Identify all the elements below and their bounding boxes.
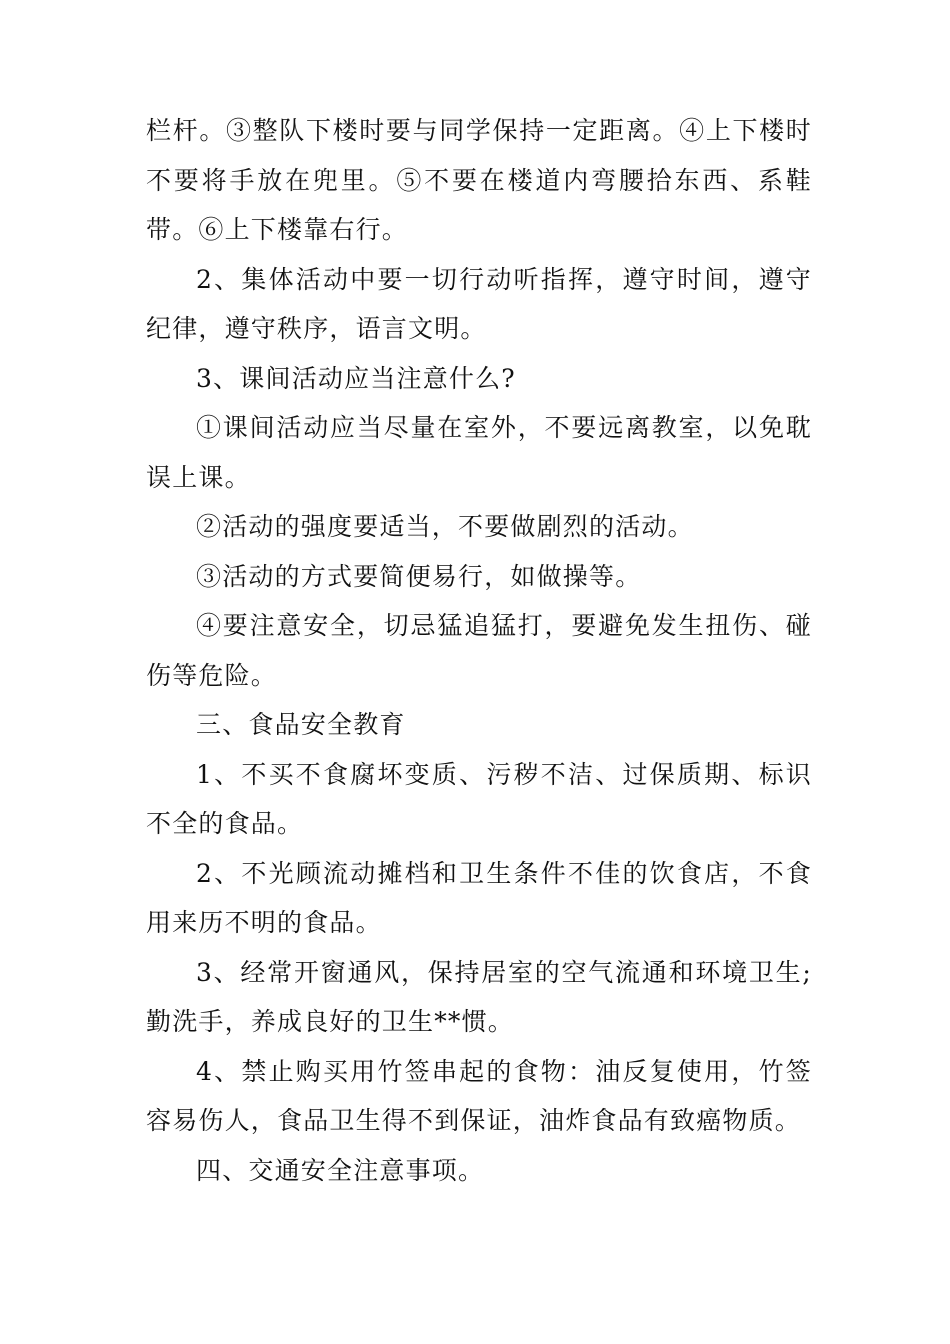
paragraph-food-item-1: 1、不买不食腐坏变质、污秽不洁、过保质期、标识不全的食品。 [146,759,812,838]
paragraph-food-item-2: 2、不光顾流动摊档和卫生条件不佳的饮食店，不食用来历不明的食品。 [146,858,812,937]
paragraph-recess-item-1: ①课间活动应当尽量在室外，不要远离教室，以免耽误上课。 [146,413,812,492]
paragraph-recess-item-3: ③活动的方式要简便易行，如做操等。 [196,561,642,591]
section-heading-food-safety: 三、食品安全教育 [196,710,406,739]
paragraph-group-activity: 2、集体活动中要一切行动听指挥，遵守时间，遵守纪律，遵守秩序，语言文明。 [146,264,812,343]
paragraph-food-item-3: 3、经常开窗通风，保持居室的空气流通和环境卫生;勤洗手，养成良好的卫生**惯。 [146,957,812,1036]
paragraph-food-item-4: 4、禁止购买用竹签串起的食物：油反复使用，竹签容易伤人，食品卫生得不到保证，油炸食品有致癌物质。 [146,1056,812,1135]
paragraph-stairs-rules: 栏杆。③整队下楼时要与同学保持一定距离。④上下楼时不要将手放在兜里。⑤不要在楼道内弯腰拾东西、系鞋带。⑥上下楼靠右行。 [146,116,812,244]
section-heading-traffic-safety: 四、交通安全注意事项。 [196,1155,485,1185]
paragraph-recess-item-2: ②活动的强度要适当，不要做剧烈的活动。 [196,512,694,541]
paragraph-recess-question: 3、课间活动应当注意什么? [196,363,516,393]
paragraph-recess-item-4: ④要注意安全，切忌猛追猛打，要避免发生扭伤、碰伤等危险。 [146,611,812,690]
document-body [146,106,812,1195]
